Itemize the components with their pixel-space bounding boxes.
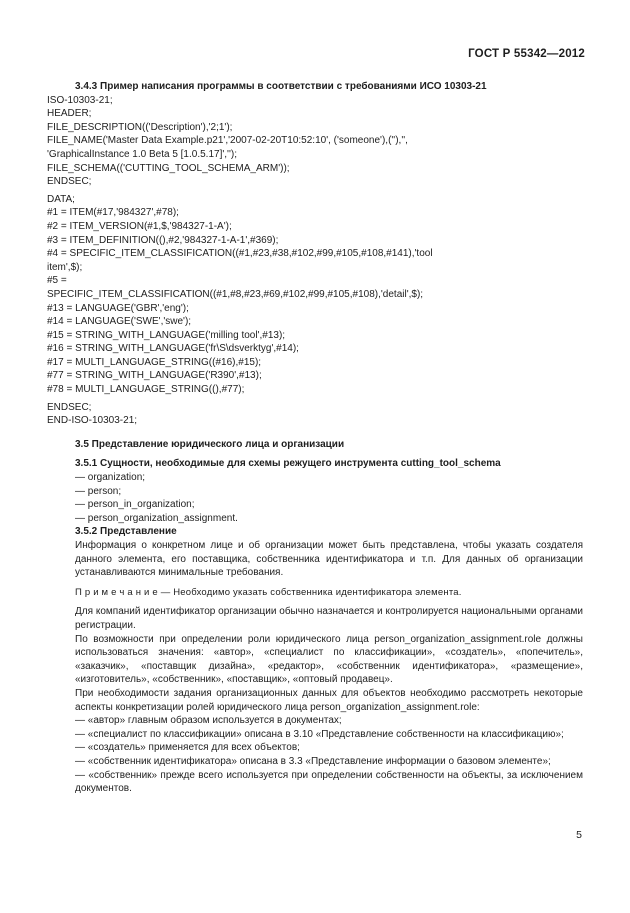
- code-line: #15 = STRING_WITH_LANGUAGE('milling tool',#13);: [47, 329, 286, 341]
- paragraph: Информация о конкретном лице и об организации может быть представлена, чтобы указать создателя данного элемента, его поставщика, собственника идентификатора и т.п. Для данных об организации устанавливаются минимальные требования.: [75, 540, 583, 579]
- code-block-header: [47, 94, 583, 189]
- code-line: #13 = LANGUAGE('GBR','eng');: [47, 302, 189, 314]
- code-line: FILE_NAME('Master Data Example.p21','2007-02-20T10:52:10', ('someone'),(''),'',: [47, 135, 408, 147]
- code-line: DATA;: [47, 193, 75, 205]
- entity-list: [47, 471, 583, 525]
- list-item: — «создатель» применяется для всех объектов;: [75, 742, 300, 754]
- section-heading-3-5-2: 3.5.2 Представление: [75, 526, 177, 538]
- code-line: SPECIFIC_ITEM_CLASSIFICATION((#1,#8,#23,#69,#102,#99,#105,#108),'detail',$);: [47, 288, 424, 300]
- code-line: #14 = LANGUAGE('SWE','swe');: [47, 316, 192, 328]
- list-item: — «собственник идентификатора» описана в 3.3 «Представление информации о базовом элементе»;: [75, 755, 551, 767]
- paragraph: По возможности при определении роли юридического лица person_organization_assignment.role должны использоваться значения: «автор», «специалист по классификации», «создатель», «попечитель», «заказчик», «поставщик дизайна», «редактор», «собственник идентификатора», «размещение», «изготовитель», «собственник», «поставщик», «оптовый продавец».: [75, 633, 583, 686]
- code-line: HEADER;: [47, 108, 92, 120]
- code-block-data: [47, 193, 583, 397]
- document-header: ГОСТ Р 55342—2012: [468, 48, 585, 60]
- code-line: 'GraphicalInstance 1.0 Beta 5 [1.0.5.17]','');: [47, 148, 237, 160]
- paragraph: Для компаний идентификатор организации обычно назначается и контролируется национальными органами регистрации.: [75, 606, 583, 631]
- code-line: #5 =: [47, 275, 67, 287]
- section-heading-3-5-1: 3.5.1 Сущности, необходимые для схемы режущего инструмента cutting_tool_schema: [75, 458, 501, 470]
- list-item: — person_organization_assignment.: [75, 512, 238, 524]
- code-line: ISO-10303-21;: [47, 94, 113, 106]
- code-line: #4 = SPECIFIC_ITEM_CLASSIFICATION((#1,#23,#38,#102,#99,#105,#108,#141),'tool: [47, 248, 433, 260]
- code-line: #77 = STRING_WITH_LANGUAGE('R390',#13);: [47, 370, 262, 382]
- section-heading-3-4-3: 3.4.3 Пример написания программы в соответствии с требованиями ИСО 10303-21: [75, 81, 487, 92]
- page-number: 5: [576, 829, 582, 841]
- code-line: #16 = STRING_WITH_LANGUAGE('fr\S\dsverktyg',#14);: [47, 343, 299, 355]
- section-heading-3-5: 3.5 Представление юридического лица и организации: [75, 438, 345, 450]
- role-list: [47, 714, 583, 796]
- note: П р и м е ч а н и е — Необходимо указать собственника идентификатора элемента.: [75, 586, 462, 598]
- code-line: FILE_SCHEMA(('CUTTING_TOOL_SCHEMA_ARM'));: [47, 162, 290, 174]
- code-line: item',$);: [47, 261, 83, 273]
- page-body: [47, 80, 583, 796]
- code-line: #17 = MULTI_LANGUAGE_STRING((#16),#15);: [47, 356, 262, 368]
- code-line: ENDSEC;: [47, 401, 92, 413]
- code-line: #1 = ITEM(#17,'984327',#78);: [47, 207, 179, 219]
- code-line: FILE_DESCRIPTION(('Description'),'2;1');: [47, 121, 233, 133]
- code-block-end: [47, 401, 583, 428]
- list-item: — «специалист по классификации» описана в 3.10 «Представление собственности на классификацию»;: [75, 728, 564, 740]
- list-item: — person;: [75, 485, 122, 497]
- list-item: — «автор» главным образом используется в документах;: [75, 715, 342, 727]
- list-item: — «собственник» прежде всего используется при определении собственности на объекты, за исключением документов.: [75, 769, 583, 795]
- paragraph: При необходимости задания организационных данных для объектов необходимо рассмотреть некоторые аспекты конкретизации ролей юридического лица person_organization_assignment.role:: [75, 687, 583, 713]
- code-line: #78 = MULTI_LANGUAGE_STRING((),#77);: [47, 384, 245, 396]
- list-item: — person_in_organization;: [75, 499, 195, 511]
- code-line: #2 = ITEM_VERSION(#1,$,'984327-1-A');: [47, 220, 232, 232]
- code-line: ENDSEC;: [47, 176, 92, 188]
- code-line: END-ISO-10303-21;: [47, 415, 138, 427]
- code-line: #3 = ITEM_DEFINITION((),#2,'984327-1-A-1',#369);: [47, 234, 279, 246]
- list-item: — organization;: [75, 472, 146, 484]
